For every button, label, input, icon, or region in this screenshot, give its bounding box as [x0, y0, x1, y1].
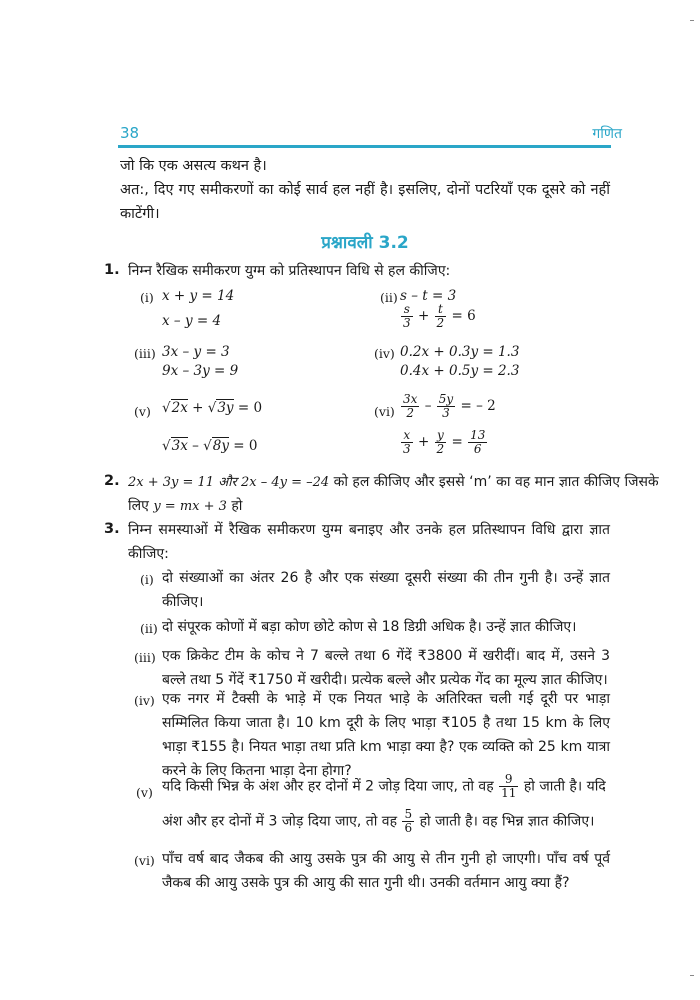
frac-den: 3 [403, 316, 411, 330]
intro-line-1: जो कि एक असत्य कथन है। [120, 158, 267, 174]
q1-label-iii: (iii) [134, 346, 156, 361]
q1-eq-vi-1: $\frac{3x}{2}$ – $\frac{5y}{3}$ = – 2 [403, 392, 496, 420]
intro-line-2: अत:, दिए गए समीकरणों का कोई सार्व हल नहीं है। इसलिए, दोनों पटरियाँ एक दूसरे को नहीं काटेंगी। [120, 182, 610, 222]
q3-number: 3. [104, 521, 120, 537]
q3-part-v-line-2: अंश और हर दोनों में 3 जोड़ दिया जाए, तो वह $\frac{5}{6}$ हो जाती है। वह भिन्न ज्ञात कीजिए। [162, 807, 595, 835]
q1-number: 1. [104, 262, 120, 278]
q1-eq-iii-2: 9x – 3y = 9 [162, 363, 239, 379]
q2-line-1: 2x + 3y = 11 और 2x – 4y = –24 को हल कीजिए और इससे ‘m’ का वह मान ज्ञात कीजिए जिसके [128, 474, 659, 490]
q1-eq-v-1: √2x + √3y = 0 [162, 400, 263, 416]
q2-number: 2. [104, 473, 120, 489]
q1-eq-i-2: x – y = 4 [162, 313, 222, 329]
q3-label-v: (v) [136, 785, 153, 800]
q3-part-v-line-1: यदि किसी भिन्न के अंश और हर दोनों में 2 जोड़ दिया जाए, तो वह $\frac{9}{11}$ हो जाती है। यदि [162, 772, 606, 800]
header-rule [118, 145, 611, 148]
q1-text: निम्न रैखिक समीकरण युग्म को प्रतिस्थापन विधि से हल कीजिए: [128, 263, 451, 279]
q1-label-ii: (ii) [380, 290, 398, 305]
q1-eq-ii-1: s – t = 3 [400, 288, 457, 304]
q1-label-v: (v) [134, 404, 151, 419]
page-number: 38 [120, 124, 140, 142]
q3-label-iii: (iii) [134, 650, 156, 665]
q1-eq-iv-2: 0.4x + 0.5y = 2.3 [400, 363, 520, 379]
frac-den: 2 [436, 316, 445, 330]
q3-part-ii: दो संपूरक कोणों में बड़ा कोण छोटे कोण से 18 डिग्री अधिक है। उन्हें ज्ञात कीजिए। [162, 619, 577, 635]
q3-label-ii: (ii) [140, 621, 158, 636]
q1-label-iv: (iv) [374, 346, 395, 361]
q3-text: निम्न समस्याओं में रैखिक समीकरण युग्म बनाइए और उनके हल प्रतिस्थापन विधि द्वारा ज्ञात कीजिए: [128, 522, 610, 562]
q3-part-iii: एक क्रिकेट टीम के कोच ने 7 बल्ले तथा 6 गेंदें ₹3800 में खरीदीं। बाद में, उसने 3 बल्ले तथा 5 गेंदें ₹1750 में खरीदी। प्रत्येक बल्ले और प्रत्येक गेंद का मूल्य ज्ञात कीजिए। [162, 648, 610, 688]
q1-eq-iii-1: 3x – y = 3 [162, 344, 230, 360]
margin-tick [690, 975, 694, 976]
q2-line-2: लिए y = mx + 3 हो [128, 498, 243, 514]
exercise-heading: प्रश्नावली 3.2 [321, 233, 409, 253]
q3-label-iv: (iv) [134, 693, 155, 708]
q3-label-i: (i) [140, 572, 154, 587]
q1-eq-vi-2: $\frac{x}{3}$ + $\frac{y}{2}$ = $\frac{13}{6}$ [403, 428, 486, 456]
q3-label-vi: (vi) [134, 853, 155, 868]
q1-label-i: (i) [140, 290, 154, 305]
q1-eq-i-1: x + y = 14 [162, 288, 235, 304]
q1-eq-v-2: √3x – √8y = 0 [162, 438, 258, 454]
frac-num: t [435, 303, 447, 317]
q3-part-vi: पाँच वर्ष बाद जैकब की आयु उसके पुत्र की आयु से तीन गुनी हो जाएगी। पाँच वर्ष पूर्व जैकब की आयु उसके पुत्र की आयु की सात गुनी थी। उनकी वर्तमान आयु क्या हैं? [162, 851, 610, 891]
q1-label-vi: (vi) [374, 404, 395, 419]
q1-eq-ii-2: $\frac{s}{3}$ + $\frac{t}{2}$ = 6 [403, 302, 476, 330]
q3-part-i: दो संख्याओं का अंतर 26 है और एक संख्या दूसरी संख्या की तीन गुनी है। उन्हें ज्ञात कीजिए। [162, 570, 610, 610]
margin-tick [690, 20, 694, 21]
q3-part-iv: एक नगर में टैक्सी के भाड़े में एक नियत भाड़े के अतिरिक्त चली गई दूरी पर भाड़ा सम्मिलित किया जाता है। 10 km दूरी के लिए भाड़ा ₹105 है तथा 15 km के लिए भाड़ा ₹155 है। नियत भाड़ा तथा प्रति km भाड़ा क्या है? एक व्यक्ति को 25 km यात्रा करने के लिए कितना भाड़ा देना होगा? [162, 691, 610, 779]
frac-num: s [401, 303, 413, 317]
q1-eq-iv-1: 0.2x + 0.3y = 1.3 [400, 344, 520, 360]
chapter-title: गणित [592, 126, 622, 142]
